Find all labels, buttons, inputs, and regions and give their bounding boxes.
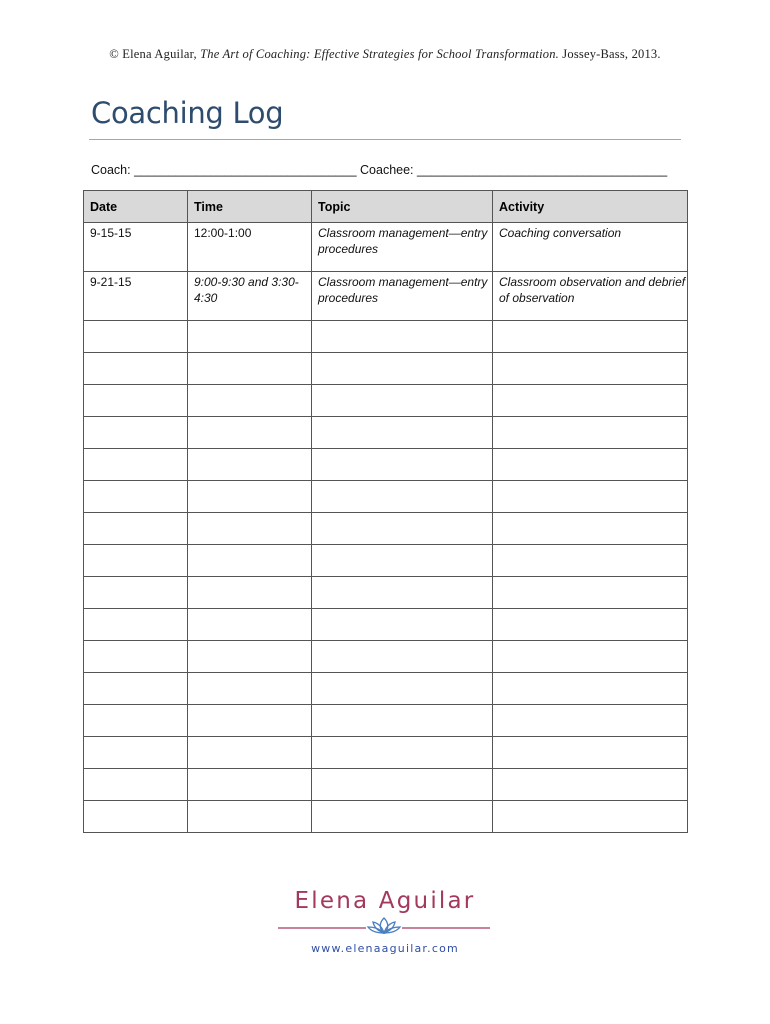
cell-date: 9-21-15 — [84, 272, 188, 321]
blank-table-row — [84, 321, 688, 353]
blank-cell — [312, 545, 493, 577]
brand-logo — [0, 888, 770, 955]
logo-url: www.elenaaguilar.com — [311, 942, 459, 955]
blank-table-row — [84, 481, 688, 513]
blank-cell — [312, 353, 493, 385]
blank-cell — [312, 577, 493, 609]
header-date: Date — [84, 191, 188, 223]
cell-topic: Classroom management—entry procedures — [312, 272, 493, 321]
blank-cell — [188, 737, 312, 769]
blank-cell — [312, 481, 493, 513]
blank-cell — [188, 449, 312, 481]
blank-cell — [312, 641, 493, 673]
cell-time: 12:00-1:00 — [188, 223, 312, 272]
blank-cell — [188, 609, 312, 641]
blank-cell — [84, 641, 188, 673]
blank-cell — [312, 801, 493, 833]
citation-book-title: The Art of Coaching: Effective Strategies for School Transformation. — [200, 47, 559, 61]
blank-cell — [312, 513, 493, 545]
blank-cell — [493, 705, 688, 737]
blank-table-row — [84, 385, 688, 417]
blank-cell — [188, 705, 312, 737]
blank-cell — [188, 673, 312, 705]
blank-cell — [312, 673, 493, 705]
blank-cell — [188, 641, 312, 673]
blank-table-row — [84, 737, 688, 769]
header-time: Time — [188, 191, 312, 223]
blank-cell — [493, 449, 688, 481]
blank-cell — [84, 769, 188, 801]
blank-cell — [493, 353, 688, 385]
blank-cell — [188, 513, 312, 545]
citation — [0, 47, 770, 62]
cell-time: 9:00-9:30 and 3:30-4:30 — [188, 272, 312, 321]
blank-cell — [312, 449, 493, 481]
table-row — [84, 272, 688, 321]
blank-table-row — [84, 545, 688, 577]
blank-cell — [493, 737, 688, 769]
blank-cell — [84, 577, 188, 609]
blank-cell — [84, 321, 188, 353]
logo-name: Elena Aguilar — [294, 888, 476, 914]
blank-cell — [312, 417, 493, 449]
blank-cell — [493, 545, 688, 577]
blank-cell — [188, 769, 312, 801]
blank-cell — [84, 737, 188, 769]
coaching-log-table — [83, 190, 688, 833]
table-header-row — [84, 191, 688, 223]
blank-table-row — [84, 449, 688, 481]
blank-cell — [188, 481, 312, 513]
blank-cell — [188, 577, 312, 609]
blank-table-row — [84, 705, 688, 737]
blank-cell — [312, 769, 493, 801]
blank-table-row — [84, 577, 688, 609]
blank-cell — [188, 321, 312, 353]
blank-cell — [493, 385, 688, 417]
blank-cell — [188, 545, 312, 577]
blank-cell — [84, 513, 188, 545]
blank-cell — [493, 609, 688, 641]
blank-table-row — [84, 609, 688, 641]
table-row — [84, 223, 688, 272]
title-divider — [89, 139, 681, 140]
blank-cell — [312, 385, 493, 417]
blank-cell — [84, 385, 188, 417]
blank-table-row — [84, 417, 688, 449]
blank-cell — [493, 417, 688, 449]
blank-cell — [493, 481, 688, 513]
blank-cell — [493, 673, 688, 705]
cell-date: 9-15-15 — [84, 223, 188, 272]
cell-activity: Coaching conversation — [493, 223, 688, 272]
coach-coachee-line: Coach: ________________________________ Coachee: ____________________________________ — [91, 163, 668, 177]
blank-cell — [188, 353, 312, 385]
blank-cell — [84, 449, 188, 481]
blank-cell — [188, 417, 312, 449]
blank-cell — [84, 417, 188, 449]
lotus-icon — [278, 917, 490, 935]
blank-table-row — [84, 513, 688, 545]
blank-cell — [312, 321, 493, 353]
page-title: Coaching Log — [91, 96, 284, 130]
blank-cell — [188, 801, 312, 833]
blank-cell — [493, 513, 688, 545]
blank-table-row — [84, 641, 688, 673]
blank-cell — [84, 801, 188, 833]
blank-cell — [312, 705, 493, 737]
blank-cell — [188, 385, 312, 417]
blank-cell — [84, 545, 188, 577]
blank-cell — [493, 801, 688, 833]
blank-cell — [84, 481, 188, 513]
blank-cell — [493, 577, 688, 609]
blank-table-row — [84, 769, 688, 801]
blank-table-row — [84, 673, 688, 705]
blank-cell — [493, 321, 688, 353]
blank-cell — [312, 609, 493, 641]
header-activity: Activity — [493, 191, 688, 223]
blank-cell — [84, 705, 188, 737]
blank-cell — [312, 737, 493, 769]
header-topic: Topic — [312, 191, 493, 223]
blank-table-row — [84, 801, 688, 833]
citation-prefix: © Elena Aguilar, — [109, 47, 201, 61]
blank-cell — [84, 673, 188, 705]
blank-cell — [84, 353, 188, 385]
cell-topic: Classroom management—entry procedures — [312, 223, 493, 272]
blank-cell — [493, 769, 688, 801]
blank-cell — [493, 641, 688, 673]
blank-table-row — [84, 353, 688, 385]
citation-suffix: Jossey-Bass, 2013. — [558, 47, 661, 61]
cell-activity: Classroom observation and debrief of observation — [493, 272, 688, 321]
blank-cell — [84, 609, 188, 641]
